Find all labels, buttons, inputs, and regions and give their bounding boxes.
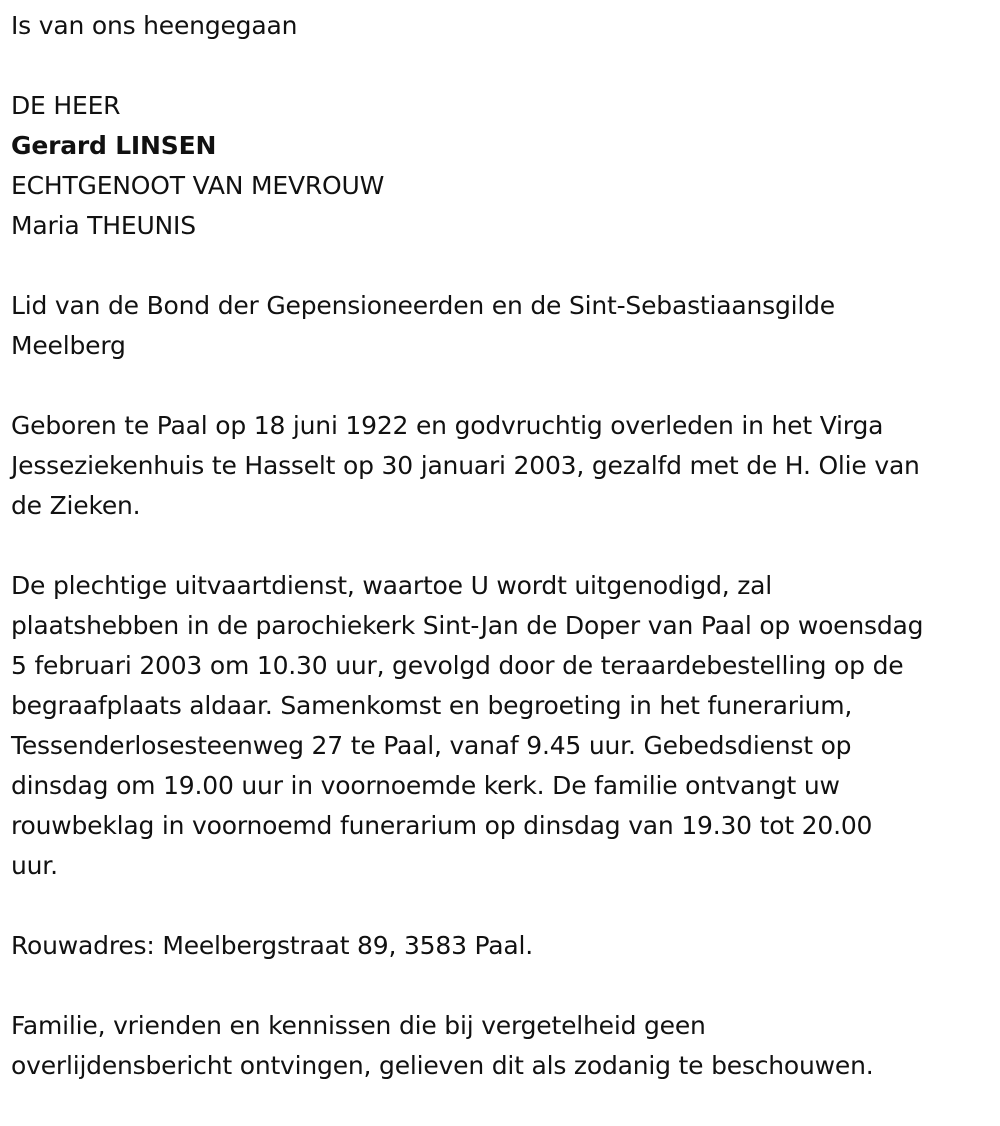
paragraph-line: De plechtige uitvaartdienst, waartoe U wordt uitgenodigd, zal	[11, 571, 773, 600]
paragraph-line: begraafplaats aldaar. Samenkomst en begroeting in het funerarium,	[11, 691, 853, 720]
obituary-notice	[11, 6, 991, 1086]
paragraph-line: uur.	[11, 851, 58, 880]
paragraph-line: plaatshebben in de parochiekerk Sint-Jan de Doper van Paal op woensdag	[11, 611, 924, 640]
paragraph-line: Lid van de Bond der Gepensioneerden en de Sint-Sebastiaansgilde	[11, 291, 835, 320]
paragraph-line: rouwbeklag in voornoemd funerarium op dinsdag van 19.30 tot 20.00	[11, 811, 873, 840]
spacer	[11, 246, 991, 286]
intro-text: Is van ons heengegaan	[11, 11, 298, 40]
honorific: DE HEER	[11, 91, 121, 120]
birth-death-paragraph	[11, 406, 991, 526]
paragraph-line: Meelberg	[11, 331, 126, 360]
spacer	[11, 46, 991, 86]
paragraph-line: dinsdag om 19.00 uur in voornoemde kerk. De familie ontvangt uw	[11, 771, 840, 800]
paragraph-line: Geboren te Paal op 18 juni 1922 en godvruchtig overleden in het Virga	[11, 411, 884, 440]
spacer	[11, 526, 991, 566]
spacer	[11, 966, 991, 1006]
paragraph-line: 5 februari 2003 om 10.30 uur, gevolgd door de teraardebestelling op de	[11, 651, 904, 680]
membership-paragraph	[11, 286, 991, 366]
paragraph-line: Tessenderlosesteenweg 27 te Paal, vanaf 9.45 uur. Gebedsdienst op	[11, 731, 852, 760]
paragraph-line: Familie, vrienden en kennissen die bij vergetelheid geen	[11, 1011, 706, 1040]
closing-paragraph	[11, 1006, 991, 1086]
spacer	[11, 366, 991, 406]
mourning-address: Rouwadres: Meelbergstraat 89, 3583 Paal.	[11, 931, 534, 960]
spouse-name: Maria THEUNIS	[11, 211, 196, 240]
spouse-label: ECHTGENOOT VAN MEVROUW	[11, 171, 385, 200]
funeral-paragraph	[11, 566, 991, 886]
spacer	[11, 886, 991, 926]
deceased-name: Gerard LINSEN	[11, 131, 217, 160]
paragraph-line: de Zieken.	[11, 491, 141, 520]
paragraph-line: Jesseziekenhuis te Hasselt op 30 januari 2003, gezalfd met de H. Olie van	[11, 451, 920, 480]
paragraph-line: overlijdensbericht ontvingen, gelieven dit als zodanig te beschouwen.	[11, 1051, 874, 1080]
